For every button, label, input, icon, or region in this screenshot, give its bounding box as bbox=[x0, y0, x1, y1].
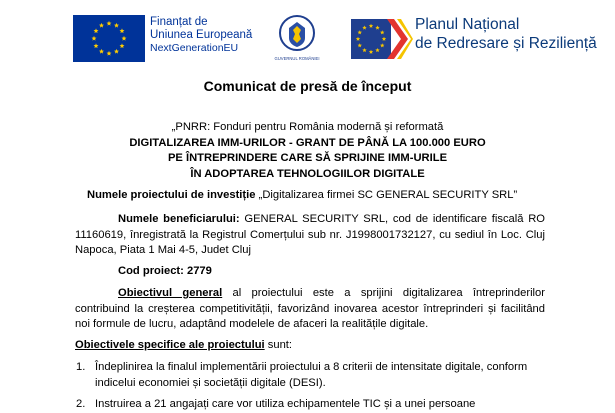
general-objective-text: al proiectului este a sprijini digitalizarea întreprinderilor contribuind la creșterea competitivității, favorizând inovarea acestor întreprinderi și facilitând noi formule de lucru, adaptând modelele de afaceri la realitățile digitale. bbox=[75, 287, 545, 331]
eu-funding-line-2: Uniunea Europeană bbox=[150, 29, 253, 41]
pnrr-title-line-2: de Redresare și Reziliență bbox=[415, 35, 597, 52]
document-title: Comunicat de presă de început bbox=[203, 78, 412, 94]
beneficiary-label: Numele beneficiarului: bbox=[118, 213, 240, 225]
government-crest-icon bbox=[274, 14, 320, 64]
beneficiary-paragraph bbox=[75, 212, 545, 259]
eu-funding-label bbox=[150, 16, 252, 55]
pnrr-logo-icon bbox=[349, 17, 413, 61]
headline-line-3: ÎN ADOPTAREA TEHNOLOGIILOR DIGITALE bbox=[190, 167, 425, 180]
header-logos bbox=[0, 12, 615, 68]
list-item-number: 1. bbox=[76, 361, 86, 373]
eu-flag-icon bbox=[73, 15, 145, 62]
crest-caption: GUVERNUL ROMÂNIEI bbox=[274, 56, 320, 61]
project-name-value: „Digitalizarea firmei SC GENERAL SECURITY SRL” bbox=[255, 189, 518, 201]
headline-line-2: PE ÎNTREPRINDERE CARE SĂ SPRIJINE IMM-URILE bbox=[167, 152, 448, 165]
pnrr-title bbox=[415, 15, 597, 53]
eu-funding-line-1: Finanțat de bbox=[150, 16, 208, 28]
specific-objectives-suffix: sunt: bbox=[264, 339, 293, 351]
subtitle: „PNRR: Fonduri pentru România modernă și reformată bbox=[171, 121, 444, 133]
project-name-paragraph bbox=[75, 188, 545, 204]
project-code-paragraph bbox=[75, 264, 545, 280]
beneficiary-value: GENERAL SECURITY SRL, cod de identificare fiscală RO 11160619, înregistrată la Registrul Comerțului sub nr. J1998001732127, cu sediul în Loc. Cluj Napoca, Piata 1 Mai 4-5, Judet Cluj bbox=[75, 213, 545, 257]
headline-line-1: DIGITALIZAREA IMM-URILOR - GRANT DE PÂNĂ LA 100.000 EURO bbox=[129, 136, 486, 149]
general-objective-paragraph bbox=[75, 286, 545, 333]
list-item-text: Îndeplinirea la finalul implementării proiectului a 8 criterii de intensitate digitale, conform indicelui economiei și societății digitale (DESI). bbox=[95, 361, 528, 389]
eu-funding-line-3: NextGenerationEU bbox=[150, 42, 239, 54]
specific-objectives-heading bbox=[75, 338, 545, 354]
headline-block bbox=[0, 120, 615, 182]
general-objective-label: Obiectivul general bbox=[118, 287, 223, 299]
list-item bbox=[76, 360, 545, 391]
list-item-number: 2. bbox=[76, 398, 86, 410]
list-item bbox=[76, 397, 545, 413]
pnrr-title-line-1: Planul Național bbox=[415, 16, 520, 33]
project-name-label: Numele proiectului de investiție bbox=[87, 189, 256, 201]
specific-objectives-label: Obiectivele specifice ale proiectului bbox=[75, 339, 265, 351]
list-item-text: Instruirea a 21 angajați care vor utiliza echipamentele TIC și a unei persoane bbox=[95, 398, 476, 410]
project-code: Cod proiect: 2779 bbox=[118, 265, 212, 277]
